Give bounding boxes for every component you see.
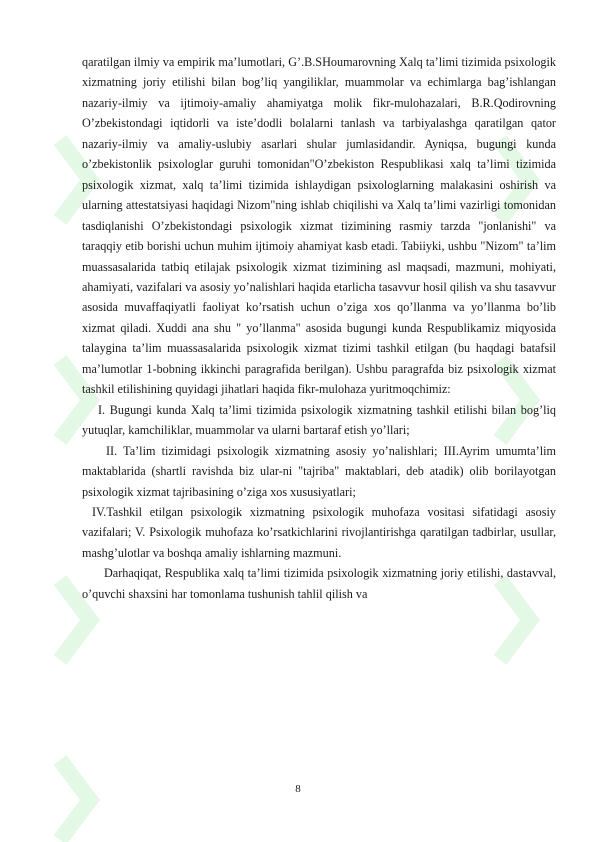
paragraph-item-1: I. Bugungi kunda Xalq ta’limi tizimida psixologik xizmatning tashkil etilishi bilan bog’liq yutuqlar, kamchiliklar, muammolar va ularni bartaraf etish yo’llari; (82, 402, 556, 438)
document-body (82, 52, 556, 604)
paragraph-item-4-5: IV.Tashkil etilgan psixologik xizmatning psixologik muhofaza vositasi sifatidagi asosiy vazifalari; V. Psixologik muhofaza ko’rsatkichlarini rivojlantirishga qaratilgan tadbirlar, usullar, mashg’ulotlar va boshqa amaliy ishlarning mazmuni. (82, 504, 556, 560)
paragraph-conclusion: Darhaqiqat, Respublika xalq ta’limi tizimida psixologik xizmatning joriy etilishi, dastavval, o’quvchi shaxsini har tomonlama tushunish tahlil qilish va (82, 566, 556, 601)
paragraph-intro: qaratilgan ilmiy va empirik ma’lumotlari, G’.B.SHoumarovning Xalq ta’limi tizimida psixologik xizmatning joriy etilishi bilan bog’liq yangiliklar, muammolar va echimlarga bag’ishlangan nazariy-ilmiy va ijtimoiy-amaliy ahamiyatga molik fikr-mulohazalari, B.R.Qodirovning O’zbekistondagi iqtidorli va iste’dodli bolalarni tanlash va tarbiyalashga qaratilgan qator nazariy-ilmiy va amaliy-uslubiy asarlari shular jumlasidandir. Ayniqsa, bugungi kunda o’zbekistonlik psixologlar guruhi tomonidan"O’zbekiston Respublikasi xalq ta’limi tizimida psixologik xizmat, xalq ta’limi tizimida ishlaydigan psixologlarning malakasini oshirish va ularning attestatsiyasi haqidagi Nizom"ning ishlab chiqilishi va Xalq ta’limi vazirligi tomonidan tasdiqlanishi O’zbekistondagi psixologik xizmat tizimining rasmiy tarzda "jonlanishi" va taraqqiy etib borishi uchun muhim ijtimoiy ahamiyat kasb etadi. Tabiiyki, ushbu "Nizom" ta’lim muassasalarida tatbiq etilajak psixologik xizmat tizimining asl maqsadi, mazmuni, mohiyati, ahamiyati, vazifalari va asosiy yo’nalishlari haqida etarlicha tasavvur hosil qilish va shu tasavvur asosida muvaffaqiyatli faoliyat ko’rsatish uchun o’ziga xos qo’llanma va yo’llanma bo’lib xizmat qiladi. Xuddi ana shu " yo’llanma" asosida bugungi kunda Respublikamiz miqyosida talaygina ta’lim muassasalarida psixologik xizmat tizimi tashkil etilgan (bu haqdagi batafsil ma’lumotlar 1-bobning ikkinchi paragrafida berilgan). Ushbu paragrafda biz psixologik xizmat tashkil etilishining quyidagi jihatlari haqida fikr-mulohaza yuritmoqchimiz: (82, 55, 556, 397)
page-number: 8 (295, 783, 301, 795)
paragraph-item-2-3: II. Ta’lim tizimidagi psixologik xizmatning asosiy yo’nalishlari; III.Ayrim umumta’lim maktablarida (shartli ravishda biz ular-ni "tajriba" maktablari, deb atadik) olib borilayotgan psixologik xizmat tajribasining o’ziga xos xususiyatlari; (82, 443, 556, 499)
